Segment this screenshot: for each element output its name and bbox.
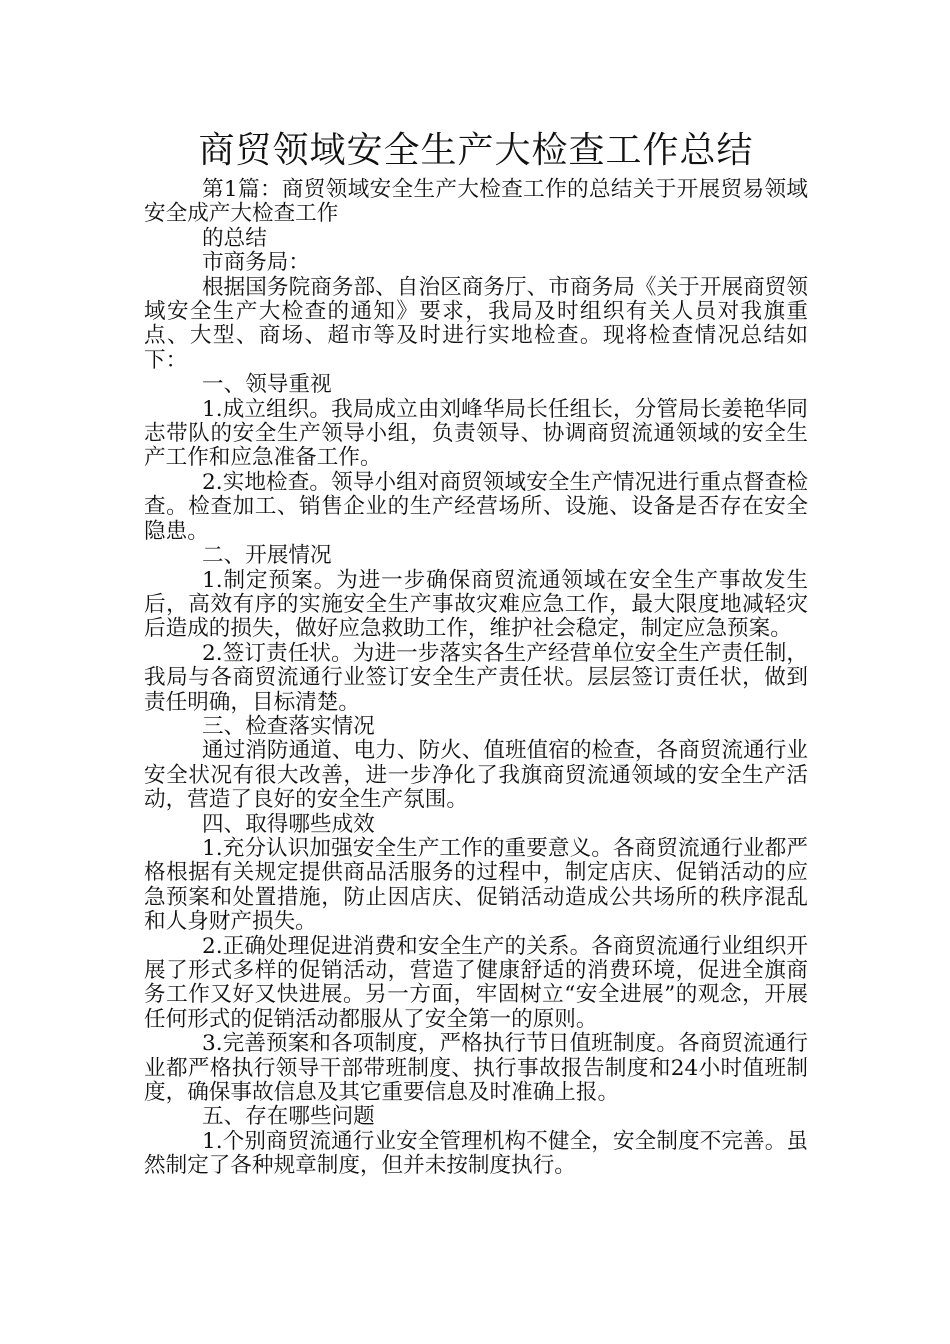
section-heading: 二、开展情况 (202, 543, 332, 569)
document-title: 商贸领域安全生产大检查工作总结 (198, 130, 754, 171)
section-heading: 四、取得哪些成效 (202, 811, 375, 837)
paragraph: 2.实地检查。领导小组对商贸领域安全生产情况进行重点督查检查。检查加工、销售企业的生产经营场所、设施、设备是否存在安全隐患。 (144, 469, 808, 544)
paragraph: 通过消防通道、电力、防火、值班值宿的检查，各商贸流通行业安全状况有很大改善，进一步净化了我旗商贸流通领域的安全生产活动，营造了良好的安全生产氛围。 (144, 738, 808, 813)
paragraph-intro-line2: 的总结 (202, 225, 267, 251)
paragraph-addressee: 市商务局： (202, 250, 310, 276)
paragraph: 2.正确处理促进消费和安全生产的关系。各商贸流通行业组织开展了形式多样的促销活动，营造了健康舒适的消费环境，促进全旗商务工作又好又快进展。另一方面，牢固树立“安全进展”的观念，开展任何形式的促销活动都服从了安全第一的原则。 (144, 933, 808, 1032)
section-heading: 一、领导重视 (202, 372, 332, 398)
paragraph: 1.个别商贸流通行业安全管理机构不健全，安全制度不完善。虽然制定了各种规章制度，但并未按制度执行。 (144, 1128, 808, 1179)
paragraph-intro-line1: 第1篇：商贸领域安全生产大检查工作的总结关于开展贸易领域安全成产大检查工作 (144, 177, 808, 227)
document-page (144, 126, 808, 1179)
section-heading: 五、存在哪些问题 (202, 1104, 375, 1130)
paragraph: 1.制定预案。为进一步确保商贸流通领域在安全生产事故发生后，高效有序的实施安全生产事故灾难应急工作，最大限度地减轻灾后造成的损失，做好应急救助工作，维护社会稳定，制定应急预案。 (144, 567, 808, 642)
paragraph: 3.完善预案和各项制度，严格执行节日值班制度。各商贸流通行业都严格执行领导干部带班制度、执行事故报告制度和24小时值班制度，确保事故信息及其它重要信息及时准确上报。 (144, 1031, 808, 1106)
paragraph: 1.充分认识加强安全生产工作的重要意义。各商贸流通行业都严格根据有关规定提供商品活服务的过程中，制定店庆、促销活动的应急预案和处置措施，防止因店庆、促销活动造成公共场所的秩序混乱和人身财产损失。 (144, 835, 808, 935)
paragraph: 根据国务院商务部、自治区商务厅、市商务局《关于开展商贸领域安全生产大检查的通知》要求，我局及时组织有关人员对我旗重点、大型、商场、超市等及时进行实地检查。现将检查情况总结如下： (144, 274, 808, 373)
paragraph: 1.成立组织。我局成立由刘峰华局长任组长，分管局长姜艳华同志带队的安全生产领导小组，负责领导、协调商贸流通领域的安全生产工作和应急准备工作。 (144, 396, 808, 471)
paragraph: 2.签订责任状。为进一步落实各生产经营单位安全生产责任制，我局与各商贸流通行业签订安全生产责任状。层层签订责任状，做到责任明确，目标清楚。 (144, 640, 808, 715)
document-body (144, 178, 808, 1179)
section-heading: 三、检查落实情况 (202, 713, 375, 739)
